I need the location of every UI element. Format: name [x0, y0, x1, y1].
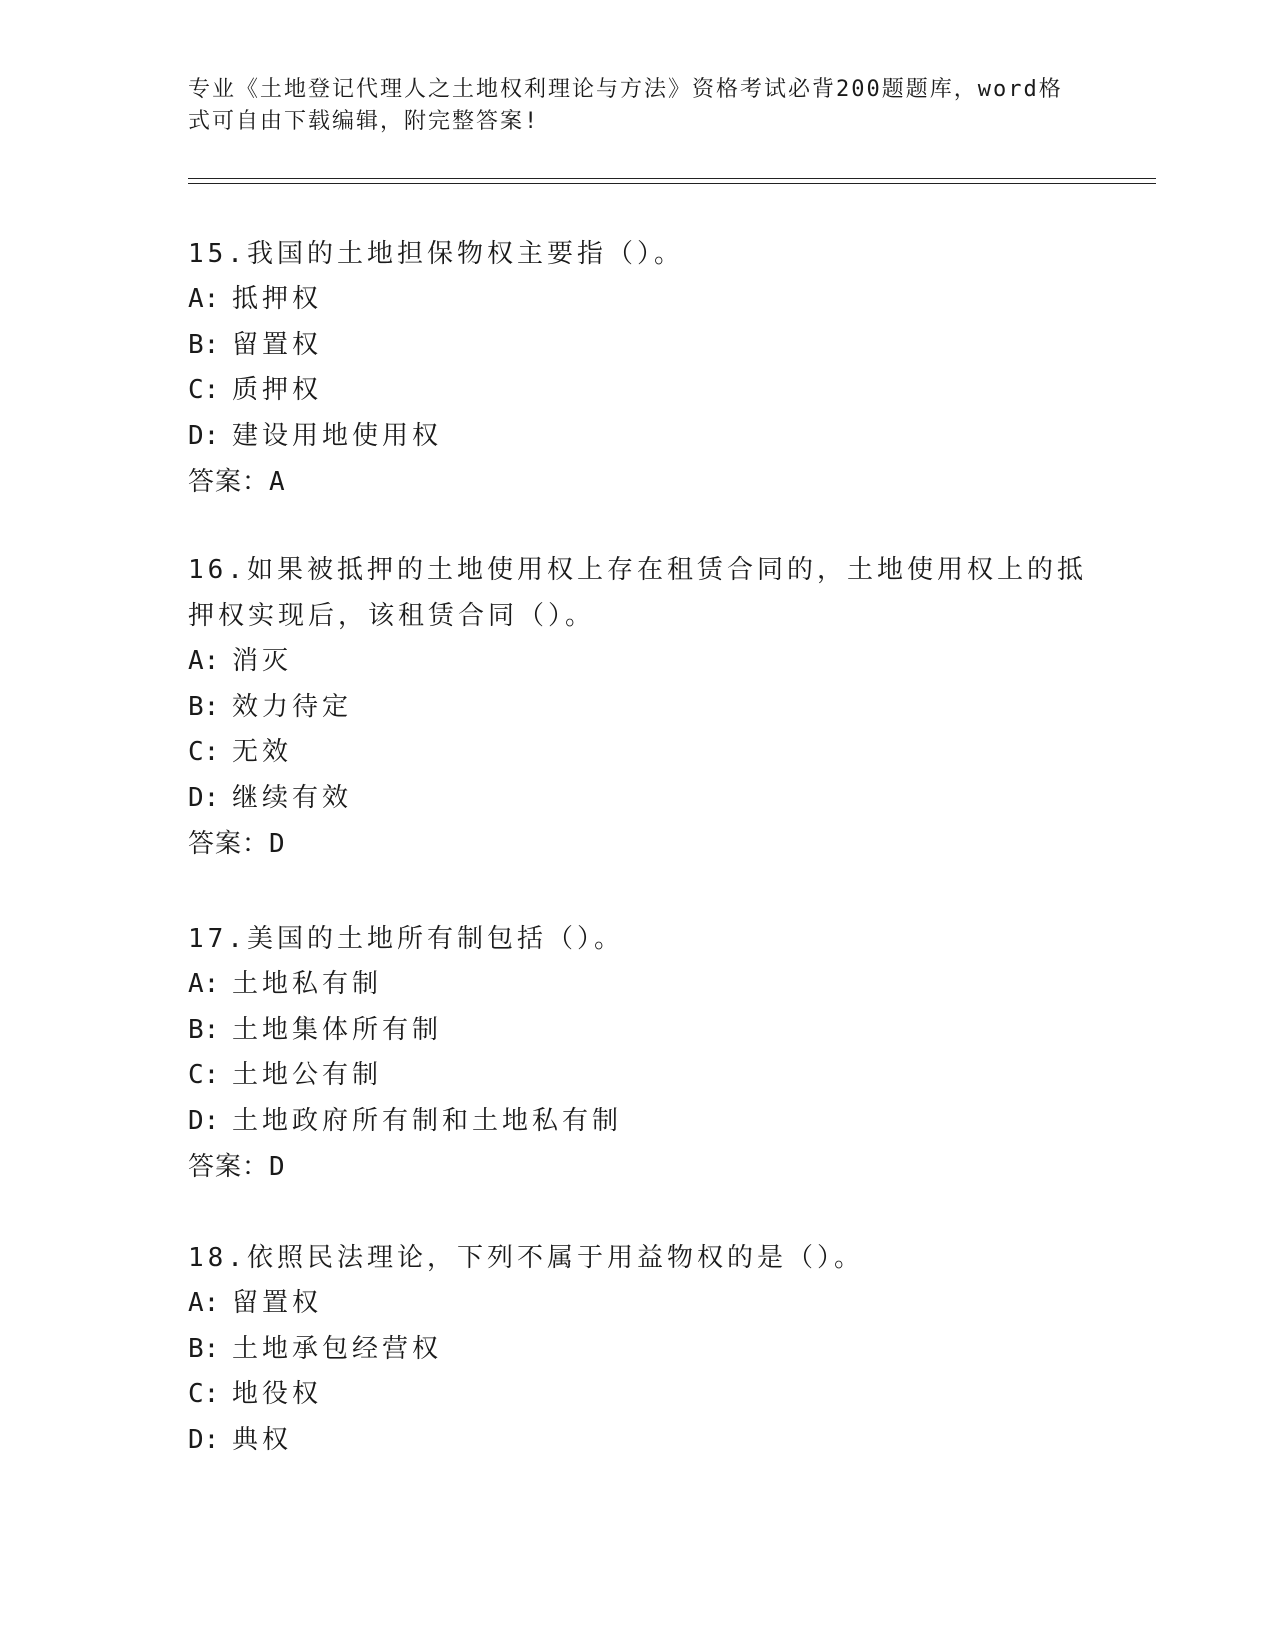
- option-b: [188, 1008, 1088, 1054]
- option-b: [188, 1327, 1088, 1373]
- option-a: [188, 1281, 1088, 1327]
- option-b: [188, 323, 1088, 369]
- answer-label: 答案：: [188, 1152, 270, 1182]
- option-d: [188, 1099, 1088, 1145]
- option-c: [188, 1372, 1088, 1418]
- option-label: D:: [188, 420, 220, 451]
- option-c: [188, 368, 1088, 414]
- answer-label: 答案：: [188, 467, 270, 497]
- answer-value: D: [269, 1152, 286, 1182]
- option-text: 效力待定: [232, 691, 353, 722]
- option-text: 留置权: [232, 1288, 323, 1318]
- option-a: [188, 639, 1088, 685]
- option-label: A:: [188, 284, 220, 314]
- option-label: B:: [188, 1014, 220, 1045]
- option-text: 无效: [232, 737, 293, 767]
- answer-label: 答案：: [188, 829, 270, 859]
- option-text: 土地私有制: [232, 969, 383, 999]
- question-16: [188, 547, 1088, 867]
- option-text: 留置权: [232, 329, 323, 360]
- option-label: C:: [188, 1379, 220, 1409]
- option-label: B:: [188, 329, 220, 360]
- option-text: 建设用地使用权: [232, 420, 443, 451]
- option-text: 典权: [232, 1424, 293, 1455]
- option-label: C:: [188, 737, 220, 767]
- answer: [188, 459, 1088, 505]
- option-label: D:: [188, 1105, 220, 1136]
- option-label: C:: [188, 1060, 220, 1090]
- option-d: [188, 776, 1088, 822]
- option-label: C:: [188, 375, 220, 405]
- option-a: [188, 962, 1088, 1008]
- question-title: 17.美国的土地所有制包括（）。: [188, 924, 624, 954]
- question-15: [188, 231, 1088, 505]
- question-title: 16.如果被抵押的土地使用权上存在租赁合同的，土地使用权上的抵押权实现后，该租赁合同（）。: [188, 555, 1087, 631]
- option-text: 地役权: [232, 1379, 323, 1409]
- answer-value: D: [269, 829, 286, 859]
- option-text: 土地集体所有制: [232, 1014, 443, 1045]
- answer: [188, 821, 1088, 867]
- header-divider-top: [188, 178, 1156, 179]
- option-d: [188, 414, 1088, 460]
- question-17: [188, 916, 1088, 1190]
- option-c: [188, 730, 1088, 776]
- answer: [188, 1144, 1088, 1190]
- option-text: 土地政府所有制和土地私有制: [232, 1105, 623, 1136]
- option-label: B:: [188, 691, 220, 722]
- option-label: A:: [188, 969, 220, 999]
- question-18: [188, 1235, 1088, 1463]
- option-d: [188, 1418, 1088, 1464]
- option-text: 质押权: [232, 375, 323, 405]
- option-label: A:: [188, 646, 220, 676]
- option-text: 抵押权: [232, 284, 323, 314]
- option-label: D:: [188, 1424, 220, 1455]
- option-text: 继续有效: [232, 782, 353, 813]
- option-text: 土地承包经营权: [232, 1333, 443, 1364]
- question-title: 18.依照民法理论，下列不属于用益物权的是（）。: [188, 1243, 864, 1273]
- question-title: 15.我国的土地担保物权主要指（）。: [188, 239, 684, 269]
- option-label: D:: [188, 782, 220, 813]
- option-text: 土地公有制: [232, 1060, 383, 1090]
- option-text: 消灭: [232, 646, 293, 676]
- answer-value: A: [269, 467, 286, 497]
- option-a: [188, 277, 1088, 323]
- option-b: [188, 685, 1088, 731]
- document-header: 专业《土地登记代理人之土地权利理论与方法》资格考试必背200题题库，word格式可自由下载编辑，附完整答案!: [188, 77, 1063, 134]
- option-label: B:: [188, 1333, 220, 1364]
- option-label: A:: [188, 1288, 220, 1318]
- option-c: [188, 1053, 1088, 1099]
- header-divider-bottom: [188, 183, 1156, 184]
